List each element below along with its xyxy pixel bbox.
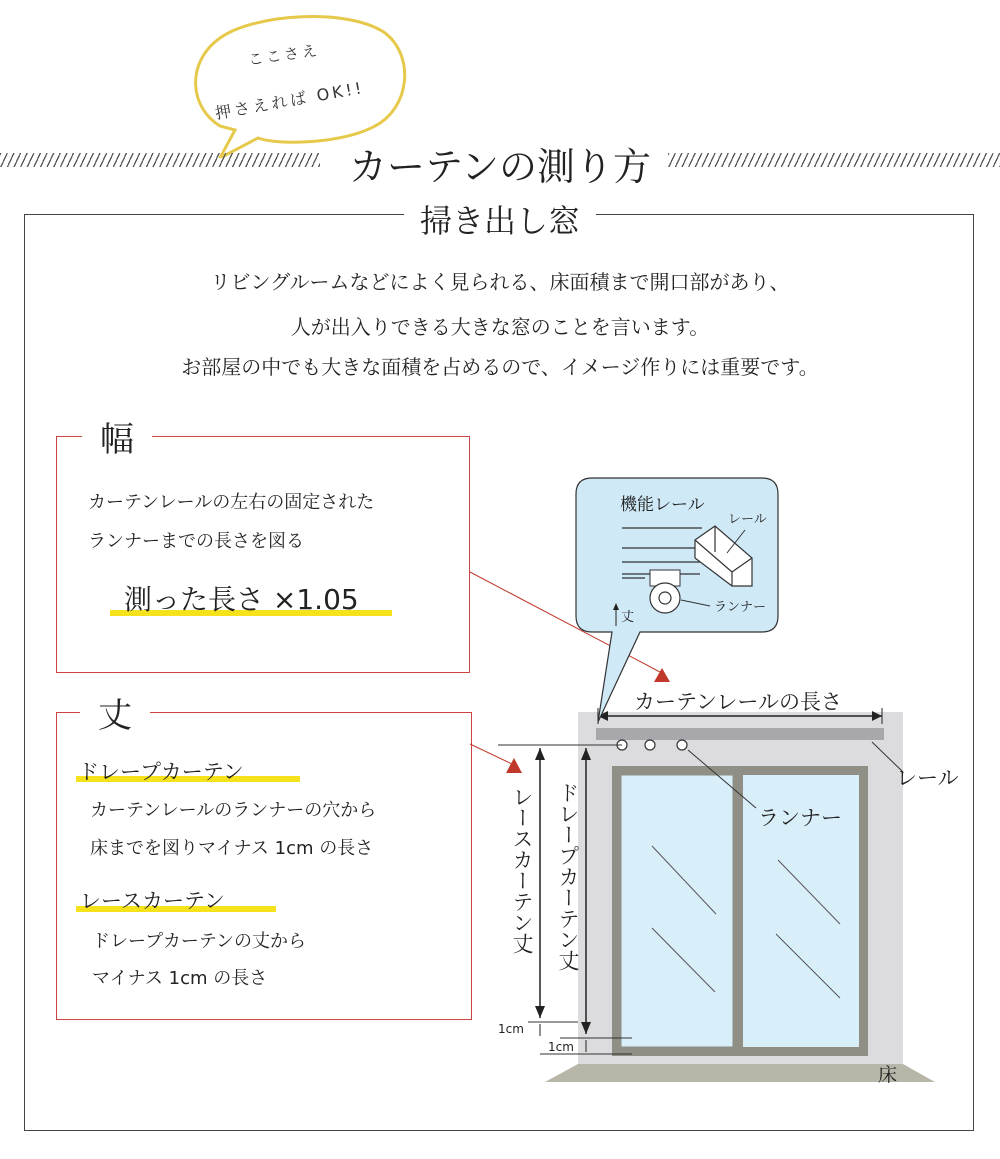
length-marker bbox=[506, 758, 522, 773]
drape-line-1: カーテンレールのランナーの穴から bbox=[90, 800, 377, 821]
badge-line2: 押さえれば OK!! bbox=[213, 78, 366, 123]
intro-line-2: 人が出入りできる大きな窓のことを言います。 bbox=[290, 315, 710, 339]
one-cm-label-b: 1cm bbox=[548, 1040, 574, 1054]
callout-rail-label: レール bbox=[728, 512, 767, 527]
lace-length-label: レースカーテン丈 bbox=[510, 786, 534, 954]
section-title: 掃き出し窓 bbox=[404, 202, 596, 240]
width-formula: 測った長さ ×1.05 bbox=[124, 583, 359, 616]
drape-length-label: ドレープカーテン丈 bbox=[556, 782, 580, 971]
width-line-2: ランナーまでの長さを図る bbox=[88, 531, 304, 552]
runner-2 bbox=[645, 740, 655, 750]
intro-line-3: お部屋の中でも大きな面積を占めるので、イメージ作りには重要です。 bbox=[181, 355, 819, 379]
floor bbox=[545, 1064, 935, 1082]
length-heading: 丈 bbox=[80, 688, 150, 737]
drape-line-2: 床までを図りマイナス 1cm の長さ bbox=[90, 838, 374, 859]
rail-length-label: カーテンレールの長さ bbox=[634, 690, 843, 714]
floor-label: 床 bbox=[878, 1064, 898, 1086]
page-title: カーテンの測り方 bbox=[348, 145, 652, 189]
callout-length-label: 丈 bbox=[621, 610, 635, 625]
lace-line-1: ドレープカーテンの丈から bbox=[92, 931, 307, 952]
lace-line-2: マイナス 1cm の長さ bbox=[92, 968, 268, 989]
lace-title: レースカーテン bbox=[80, 889, 225, 913]
callout-title: 機能レール bbox=[620, 495, 705, 515]
width-heading: 幅 bbox=[82, 412, 152, 461]
rail-label: レール bbox=[896, 766, 959, 790]
one-cm-label-a: 1cm bbox=[498, 1022, 524, 1036]
intro-line-1: リビングルームなどによく見られる、床面積まで開口部があり、 bbox=[210, 270, 790, 294]
runner-label: ランナー bbox=[758, 806, 842, 830]
width-line-1: カーテンレールの左右の固定された bbox=[88, 492, 375, 513]
badge-line1: ここさえ bbox=[247, 41, 321, 69]
runner-3 bbox=[677, 740, 687, 750]
rail-bar bbox=[596, 728, 884, 740]
drape-title: ドレープカーテン bbox=[78, 760, 244, 784]
callout-runner-label: ランナー bbox=[714, 600, 767, 615]
glass-left bbox=[621, 775, 733, 1047]
